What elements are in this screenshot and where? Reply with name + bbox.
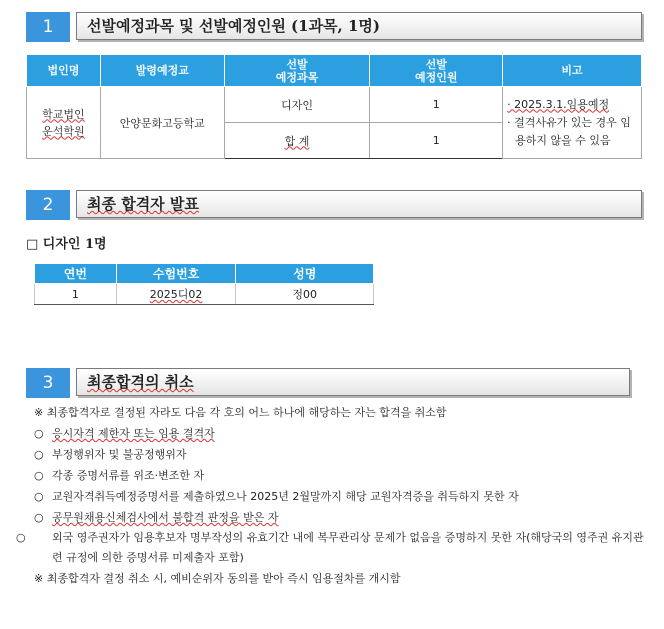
cancellation-footer: ※ 최종합격자 결정 취소 시, 예비순위자 동의를 받아 즉시 임용절차를 개시함: [34, 572, 401, 585]
header-school: 발령예정교: [100, 55, 224, 87]
header-subject: 선발 예정과목: [224, 55, 370, 87]
list-item: ○ 응시자격 제한자 또는 임용 결격자: [34, 427, 215, 440]
section3-header: [26, 368, 630, 398]
total-label: 합 계: [224, 123, 370, 159]
header-corp: 법인명: [27, 55, 101, 87]
table-row: [35, 284, 374, 305]
row-no: 1: [35, 284, 117, 305]
header-no: 연번: [35, 264, 117, 284]
header-name: 성명: [236, 264, 374, 284]
section2-title: 최종 합격자 발표: [76, 190, 642, 218]
note-1: · 2025.3.1.임용예정: [507, 97, 610, 111]
results-table: [34, 263, 374, 305]
cancellation-list: [16, 402, 654, 589]
list-item: ○ 교원자격취득예정증명서를 제출하였으나 2025년 2월말까지 해당 교원자격증을 취득하지 못한 자: [34, 490, 519, 503]
row-name: 정00: [236, 284, 374, 305]
header-exam-number: 수험번호: [116, 264, 236, 284]
subject-name: 디자인: [224, 87, 370, 123]
notes-cell: [503, 87, 642, 159]
cancellation-intro: ※ 최종합격자로 결정된 자라도 다음 각 호의 어느 하나에 해당하는 자는 합격을 취소함: [34, 406, 447, 419]
header-notes: 비고: [503, 55, 642, 87]
section2-number: 2: [26, 190, 70, 220]
section2-header: [26, 190, 642, 220]
section1-header: [26, 12, 642, 42]
section1-title: 선발예정과목 및 선발예정인원 (1과목, 1명): [76, 12, 642, 40]
list-item: ○ 외국 영주권자가 임용후보자 명부작성의 유효기간 내에 복무관리상 문제가 없음을 증명하지 못한 자(해당국의 영주권 유지관련 규정에 의한 증명서류 미제출자 포함): [16, 531, 644, 564]
subject-count: 1: [370, 87, 503, 123]
header-count: 선발 예정인원: [370, 55, 503, 87]
total-count: 1: [370, 123, 503, 159]
list-item: ○ 부정행위자 및 불공정행위자: [34, 448, 187, 461]
section3-title: 최종합격의 취소: [76, 368, 630, 396]
note-2: · 결격사유가 있는 경우 임용하지 않을 수 있음: [507, 115, 631, 147]
row-exam-number: 2025디02: [116, 284, 236, 305]
design-subheading: □ 디자인 1명: [26, 237, 107, 252]
section3-number: 3: [26, 368, 70, 398]
positions-table: [26, 54, 642, 159]
list-item: ○ 각종 증명서류를 위조·변조한 자: [34, 469, 205, 482]
corp-name: 학교법인 운석학원: [27, 87, 101, 159]
school-name: 안양문화고등학교: [100, 87, 224, 159]
section1-number: 1: [26, 12, 70, 42]
list-item: ○ 공무원채용신체검사에서 불합격 판정을 받은 자: [34, 511, 279, 524]
